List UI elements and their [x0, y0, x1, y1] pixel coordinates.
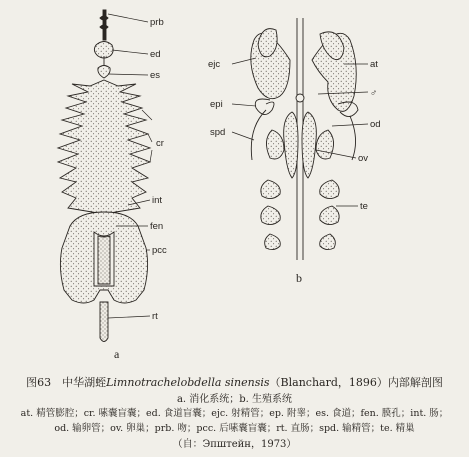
figure-caption-title — [0, 374, 469, 390]
label-es: es — [150, 70, 161, 81]
oviduct-shape — [266, 130, 284, 159]
digestive-system-diagram — [58, 10, 150, 342]
reproductive-system-diagram — [251, 18, 358, 260]
testis-shape — [261, 180, 280, 199]
label-od: od — [370, 119, 381, 130]
intestine-shape — [98, 236, 110, 284]
esophageal-caeca-shape — [94, 42, 113, 59]
caption-species: Limnotrachelobdella sinensis — [106, 376, 270, 389]
label-pcc: pcc — [152, 245, 167, 256]
label-fen: fen — [150, 221, 164, 232]
figure-legend-line-2: od. 输卵管；ov. 卵巢；prb. 吻；pcc. 后嗉囊盲囊；rt. 直肠；spd. 输精管；te. 精巢 — [54, 423, 415, 434]
label-ejc: ejc — [208, 59, 221, 70]
label-at: at — [370, 59, 378, 70]
figure-caption-subtitle: a. 消化系统；b. 生殖系统 — [176, 394, 293, 405]
label-spd: spd — [210, 127, 226, 138]
label-ed: ed — [150, 49, 161, 60]
label-cr: cr — [156, 138, 164, 149]
rectum-shape — [100, 302, 108, 342]
figure-source: （自：Эпштейн，1973） — [172, 439, 297, 450]
panel-a-letter: a — [114, 347, 120, 361]
label-rt: rt — [152, 311, 158, 322]
epididymis-left-shape — [255, 99, 274, 115]
crop-shape — [58, 80, 150, 214]
caption-prefix: 图63 中华湖蛭 — [26, 376, 107, 389]
label-int: int — [152, 195, 163, 206]
label-te: te — [360, 201, 368, 212]
label-male-symbol: ♂ — [370, 88, 378, 99]
sperm-duct-shape — [251, 110, 266, 160]
ovary-right-shape — [302, 112, 316, 178]
caption-suffix: （Blanchard，1896）内部解剖图 — [269, 376, 443, 389]
figure-legend-line-1: at. 精管膨腔；cr. 嗉囊盲囊；ed. 食道盲囊；ejc. 射精管；ep. 附睾；es. 食道；fen. 膜孔；int. 肠； — [20, 408, 449, 419]
label-ov: ov — [358, 153, 369, 164]
ovary-left-shape — [284, 112, 298, 178]
label-epi: epi — [210, 99, 223, 110]
label-prb: prb — [150, 17, 164, 28]
panel-b-letter: b — [296, 271, 302, 285]
